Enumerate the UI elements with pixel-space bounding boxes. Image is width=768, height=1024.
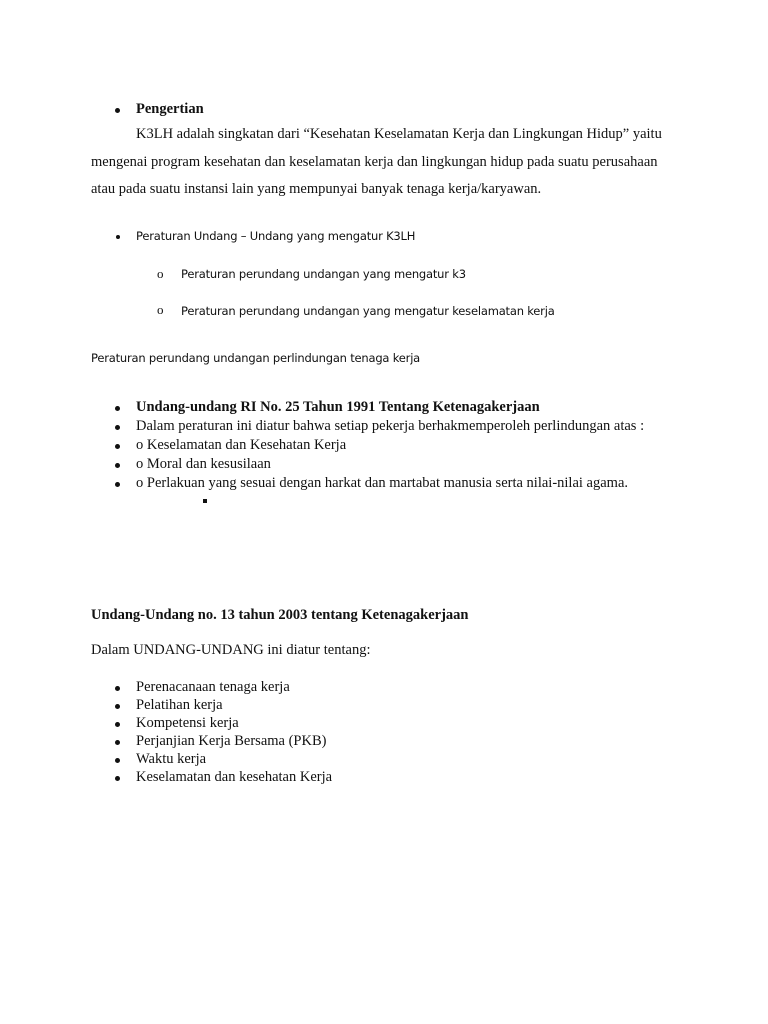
sub-list-item: Peraturan perundang undangan yang mengatur keselamatan kerja <box>181 304 555 318</box>
list-item: Perjanjian Kerja Bersama (PKB) <box>136 733 327 749</box>
paragraph-line: K3LH adalah singkatan dari “Kesehatan Keselamatan Kerja dan Lingkungan Hidup” yaitu <box>136 126 662 142</box>
list-item: Undang-undang RI No. 25 Tahun 1991 Tentang Ketenagakerjaan <box>136 399 540 415</box>
paragraph-line: atau pada suatu instansi lain yang mempunyai banyak tenaga kerja/karyawan. <box>91 181 542 197</box>
bullet <box>115 704 120 709</box>
bullet <box>115 482 120 487</box>
bullet <box>115 722 120 727</box>
sub-bullet-marker: o <box>157 302 164 317</box>
list-item: o Keselamatan dan Kesehatan Kerja <box>136 437 347 453</box>
paragraph-line: mengenai program kesehatan dan keselamatan kerja dan lingkungan hidup pada suatu perusahaan <box>91 154 658 170</box>
list-item: Kompetensi kerja <box>136 715 239 731</box>
list-item: Keselamatan dan kesehatan Kerja <box>136 769 333 785</box>
sub-list-item: Peraturan perundang undangan yang mengatur k3 <box>181 267 466 281</box>
bullet <box>115 758 120 763</box>
list-item: Pelatihan kerja <box>136 697 223 713</box>
section-heading-perlindungan: Peraturan perundang undangan perlindungan tenaga kerja <box>91 351 421 365</box>
list-item: Waktu kerja <box>136 751 207 767</box>
section-heading-pengertian: Pengertian <box>136 101 204 117</box>
section-intro: Dalam UNDANG-UNDANG ini diatur tentang: <box>91 642 371 658</box>
bullet <box>115 444 120 449</box>
bullet <box>115 776 120 781</box>
square-bullet-marker <box>203 499 207 503</box>
list-item: Perenacanaan tenaga kerja <box>136 679 290 695</box>
bullet <box>115 425 120 430</box>
list-item: o Moral dan kesusilaan <box>136 456 271 472</box>
section-heading-uu-13-2003: Undang-Undang no. 13 tahun 2003 tentang Ketenagakerjaan <box>91 607 469 623</box>
list-item: Dalam peraturan ini diatur bahwa setiap pekerja berhakmemperoleh perlindungan atas : <box>136 418 645 434</box>
bullet <box>115 463 120 468</box>
list-item: o Perlakuan yang sesuai dengan harkat dan martabat manusia serta nilai-nilai agama. <box>136 475 629 491</box>
bullet <box>115 406 120 411</box>
bullet <box>115 108 120 113</box>
sub-bullet-marker: o <box>157 266 164 281</box>
bullet <box>116 235 120 239</box>
bullet <box>115 686 120 691</box>
bullet <box>115 740 120 745</box>
section-heading-peraturan-k3lh: Peraturan Undang – Undang yang mengatur K3LH <box>136 229 416 243</box>
